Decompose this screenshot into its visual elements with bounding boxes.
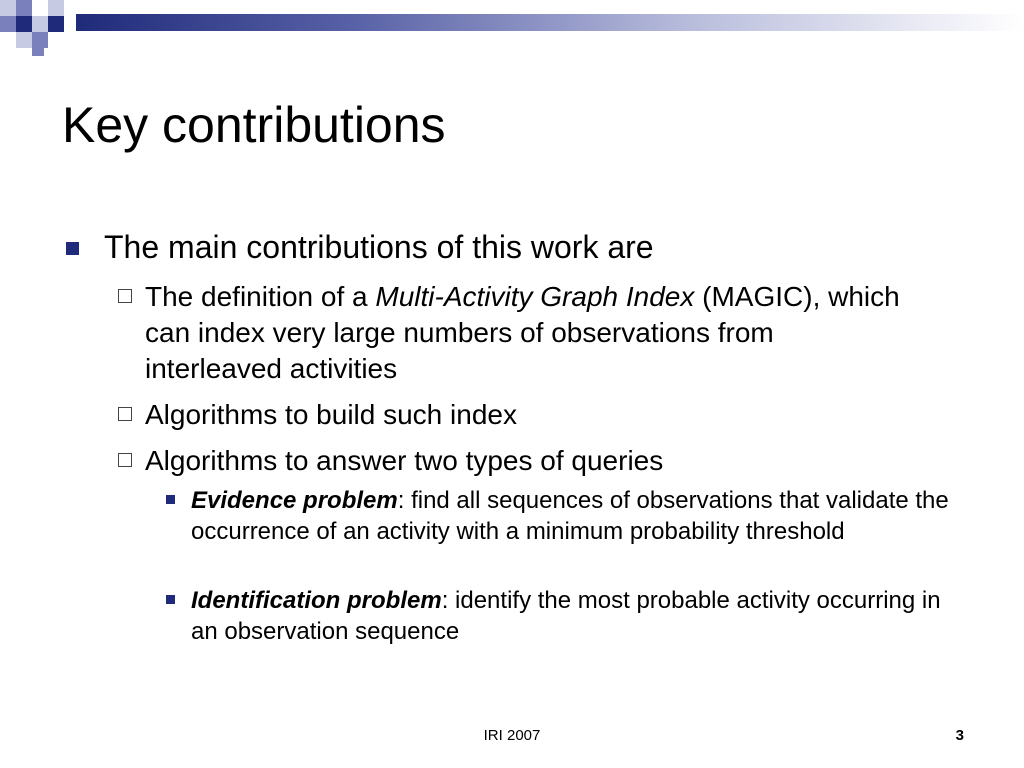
decor-square (32, 44, 44, 56)
decor-square (0, 16, 16, 32)
hollow-square-bullet-icon (118, 453, 132, 467)
square-bullet-icon (66, 242, 79, 255)
bullet-sub-2-text: Algorithms to build such index (145, 399, 517, 430)
identification-problem-term: Identification problem (191, 587, 442, 614)
bullet-sub-1-text (145, 279, 915, 387)
small-square-bullet-icon (166, 495, 175, 504)
bullet-subsub-1 (166, 485, 951, 547)
footer-text: IRI 2007 (483, 727, 541, 744)
bullet-sub-3 (118, 443, 915, 479)
bullet-sub-1-post: (MAGIC), which can index very large numbers of observations from interleaved activities (145, 281, 900, 384)
decor-square (16, 16, 32, 32)
bullet-subsub-2-text (191, 585, 951, 647)
evidence-problem-term: Evidence problem (191, 487, 398, 514)
decor-square (16, 32, 32, 48)
bullet-subsub-2 (166, 585, 951, 647)
decor-square (32, 16, 48, 32)
decor-square (48, 0, 64, 16)
decor-square (0, 0, 16, 16)
small-square-bullet-icon (166, 595, 175, 604)
hollow-square-bullet-icon (118, 407, 132, 421)
identification-problem-description: : identify the most probable activity occurring in an observation sequence (191, 587, 941, 645)
bullet-main (66, 228, 654, 266)
evidence-problem-description: : find all sequences of observations that validate the occurrence of an activity with a minimum probability threshold (191, 487, 949, 545)
bullet-sub-3-text: Algorithms to answer two types of queries (145, 445, 664, 476)
bullet-sub-2 (118, 397, 915, 433)
bullet-sub-1-pre: The definition of a (145, 281, 376, 312)
decor-square (16, 0, 32, 16)
hollow-square-bullet-icon (118, 289, 132, 303)
decor-square (48, 16, 64, 32)
page-number: 3 (955, 727, 964, 744)
slide-title: Key contributions (62, 97, 446, 153)
header-decoration (0, 0, 1024, 60)
header-gradient-bar (76, 14, 1024, 31)
bullet-main-text: The main contributions of this work are (104, 229, 654, 265)
bullet-subsub-1-text (191, 485, 951, 547)
bullet-sub-1-italic: Multi-Activity Graph Index (375, 281, 695, 312)
bullet-sub-1 (118, 279, 915, 387)
